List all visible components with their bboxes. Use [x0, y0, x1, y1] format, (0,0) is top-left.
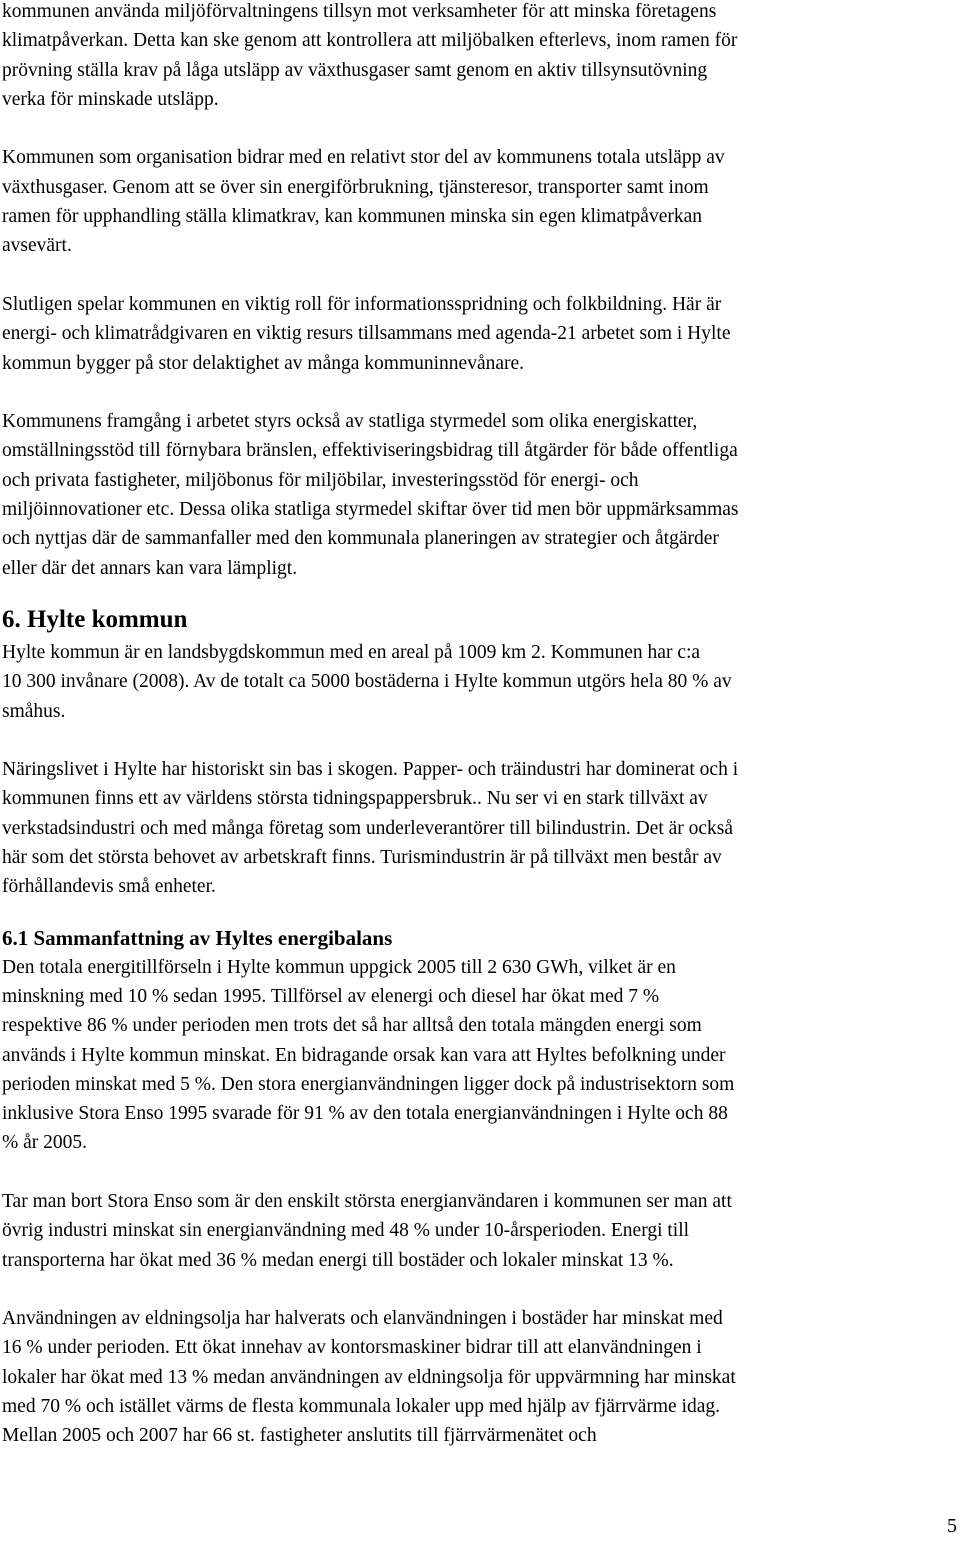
page-number: 5 [947, 1515, 957, 1537]
paragraph-hylte-area: Hylte kommun är en landsbygdskommun med en areal på 1009 km 2. Kommunen har c:a 10 300 invånare (2008). Av de totalt ca 5000 bostäderna i Hylte kommun utgörs hela 80 % av småhus. [2, 641, 732, 722]
section-6-1-heading: 6.1 Sammanfattning av Hyltes energibalans [2, 925, 393, 950]
paragraph-hylte-business: Näringslivet i Hylte har historiskt sin bas i skogen. Papper- och träindustri har dominerat och i kommunen finns ett av världens största tidningspappersbruk.. Nu ser vi en stark tillväxt av verkstadsindustri och med många företag som underleverantörer till bilindustrin. Det är också här som det största behovet av arbetskraft finns. Turismindustrin är på tillväxt men består av förhållandevis små enheter. [2, 759, 739, 898]
paragraph-information-role: Slutligen spelar kommunen en viktig roll för informationsspridning och folkbildning. Här är energi- och klimatrådgivaren en viktig resurs tillsammans med agenda-21 arbetet som i Hylte kommun bygger på stor delaktighet av många kommuninnevånare. [2, 293, 731, 374]
paragraph-state-instruments: Kommunens framgång i arbetet styrs också av statliga styrmedel som olika energiskatter, omställningsstöd till förnybara bränslen, effektiviseringsbidrag till åtgärder för både offentliga och privata fastigheter, miljöbonus för miljöbilar, investeringsstöd för energi- och miljöinnovationer etc. Dessa olika statliga styrmedel skiftar över tid men bör uppmärksammas och nyttjas där de sammanfaller med den kommunala planeringen av strategier och åtgärder eller där det annars kan vara lämpligt. [2, 411, 739, 579]
paragraph-industry-energy: Tar man bort Stora Enso som är den enskilt största energianvändaren i kommunen ser man att övrig industri minskat sin energianvändning med 48 % under 10-årsperioden. Energi till transporterna har ökat med 36 % medan energi till bostäder och lokaler minskat 13 %. [2, 1190, 732, 1271]
paragraph-energy-supply: Den totala energitillförseln i Hylte kommun uppgick 2005 till 2 630 GWh, vilket är en minskning med 10 % sedan 1995. Tillförsel av elenergi och diesel har ökat med 7 % respektive 86 % under perioden men trots det så har alltså den totala mängden energi som används i Hylte kommun minskat. En bidragande orsak kan vara att Hyltes befolkning under perioden minskat med 5 %. Den stora energianvändningen ligger dock på industrisektorn som inklusive Stora Enso 1995 svarade för 91 % av den totala energianvändningen i Hylte och 88 % år 2005. [2, 956, 735, 1154]
paragraph-environmental-supervision: kommunen använda miljöförvaltningens tillsyn mot verksamheter för att minska företagens klimatpåverkan. Detta kan ske genom att kontrollera att miljöbalken efterlevs, inom ramen för prövning ställa krav på låga utsläpp av växthusgaser samt genom en aktiv tillsynsutövning verka för minskade utsläpp. [2, 1, 738, 110]
paragraph-oil-electricity: Användningen av eldningsolja har halverats och elanvändningen i bostäder har minskat med 16 % under perioden. Ett ökat innehav av kontorsmaskiner bidrar till att elanvändningen i lokaler har ökat med 13 % medan användningen av eldningsolja för uppvärmning har minskat med 70 % och istället värms de flesta kommunala lokaler upp med hjälp av fjärrvärme idag. Mellan 2005 och 2007 har 66 st. fastigheter anslutits till fjärrvärmenätet och [2, 1308, 736, 1447]
paragraph-municipality-organisation: Kommunen som organisation bidrar med en relativt stor del av kommunens totala utsläpp av växthusgaser. Genom att se över sin energiförbrukning, tjänsteresor, transporter samt inom ramen för upphandling ställa klimatkrav, kan kommunen minska sin egen klimatpåverkan avsevärt. [2, 147, 725, 257]
section-6-heading: 6. Hylte kommun [2, 605, 188, 633]
document-page [2, 0, 958, 1451]
